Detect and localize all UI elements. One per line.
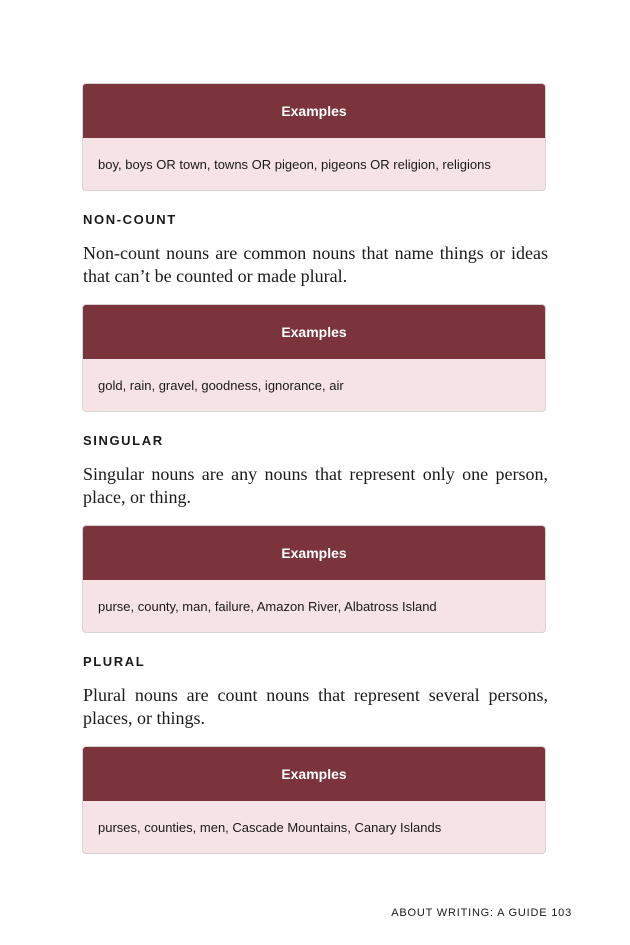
section-paragraph-plural: Plural nouns are count nouns that represent several persons, places, or things. (83, 685, 548, 728)
example-box-singular (82, 525, 546, 633)
section-heading-non-count: NON-COUNT (83, 212, 177, 227)
example-box-header: Examples (83, 747, 545, 801)
section-paragraph-non-count: Non-count nouns are common nouns that name things or ideas that can’t be counted or made plural. (83, 243, 548, 286)
section-heading-singular: SINGULAR (83, 433, 164, 448)
running-head: ABOUT WRITING: A GUIDE (391, 907, 548, 919)
section-heading-plural: PLURAL (83, 654, 146, 669)
example-box-text: purses, counties, men, Cascade Mountains, Canary Islands (98, 820, 442, 835)
example-box-text: boy, boys OR town, towns OR pigeon, pigeons OR religion, religions (98, 157, 491, 172)
example-box-header: Examples (83, 84, 545, 138)
section-paragraph-singular: Singular nouns are any nouns that represent only one person, place, or thing. (83, 464, 548, 507)
example-box-text: purse, county, man, failure, Amazon River, Albatross Island (98, 599, 437, 614)
page-footer (391, 907, 572, 919)
example-box-plural (82, 746, 546, 854)
example-box-header: Examples (83, 526, 545, 580)
example-box-non-count (82, 304, 546, 412)
example-box-text: gold, rain, gravel, goodness, ignorance, air (98, 378, 344, 393)
example-box-header: Examples (83, 305, 545, 359)
example-box-count (82, 83, 546, 191)
page-number: 103 (551, 907, 572, 919)
